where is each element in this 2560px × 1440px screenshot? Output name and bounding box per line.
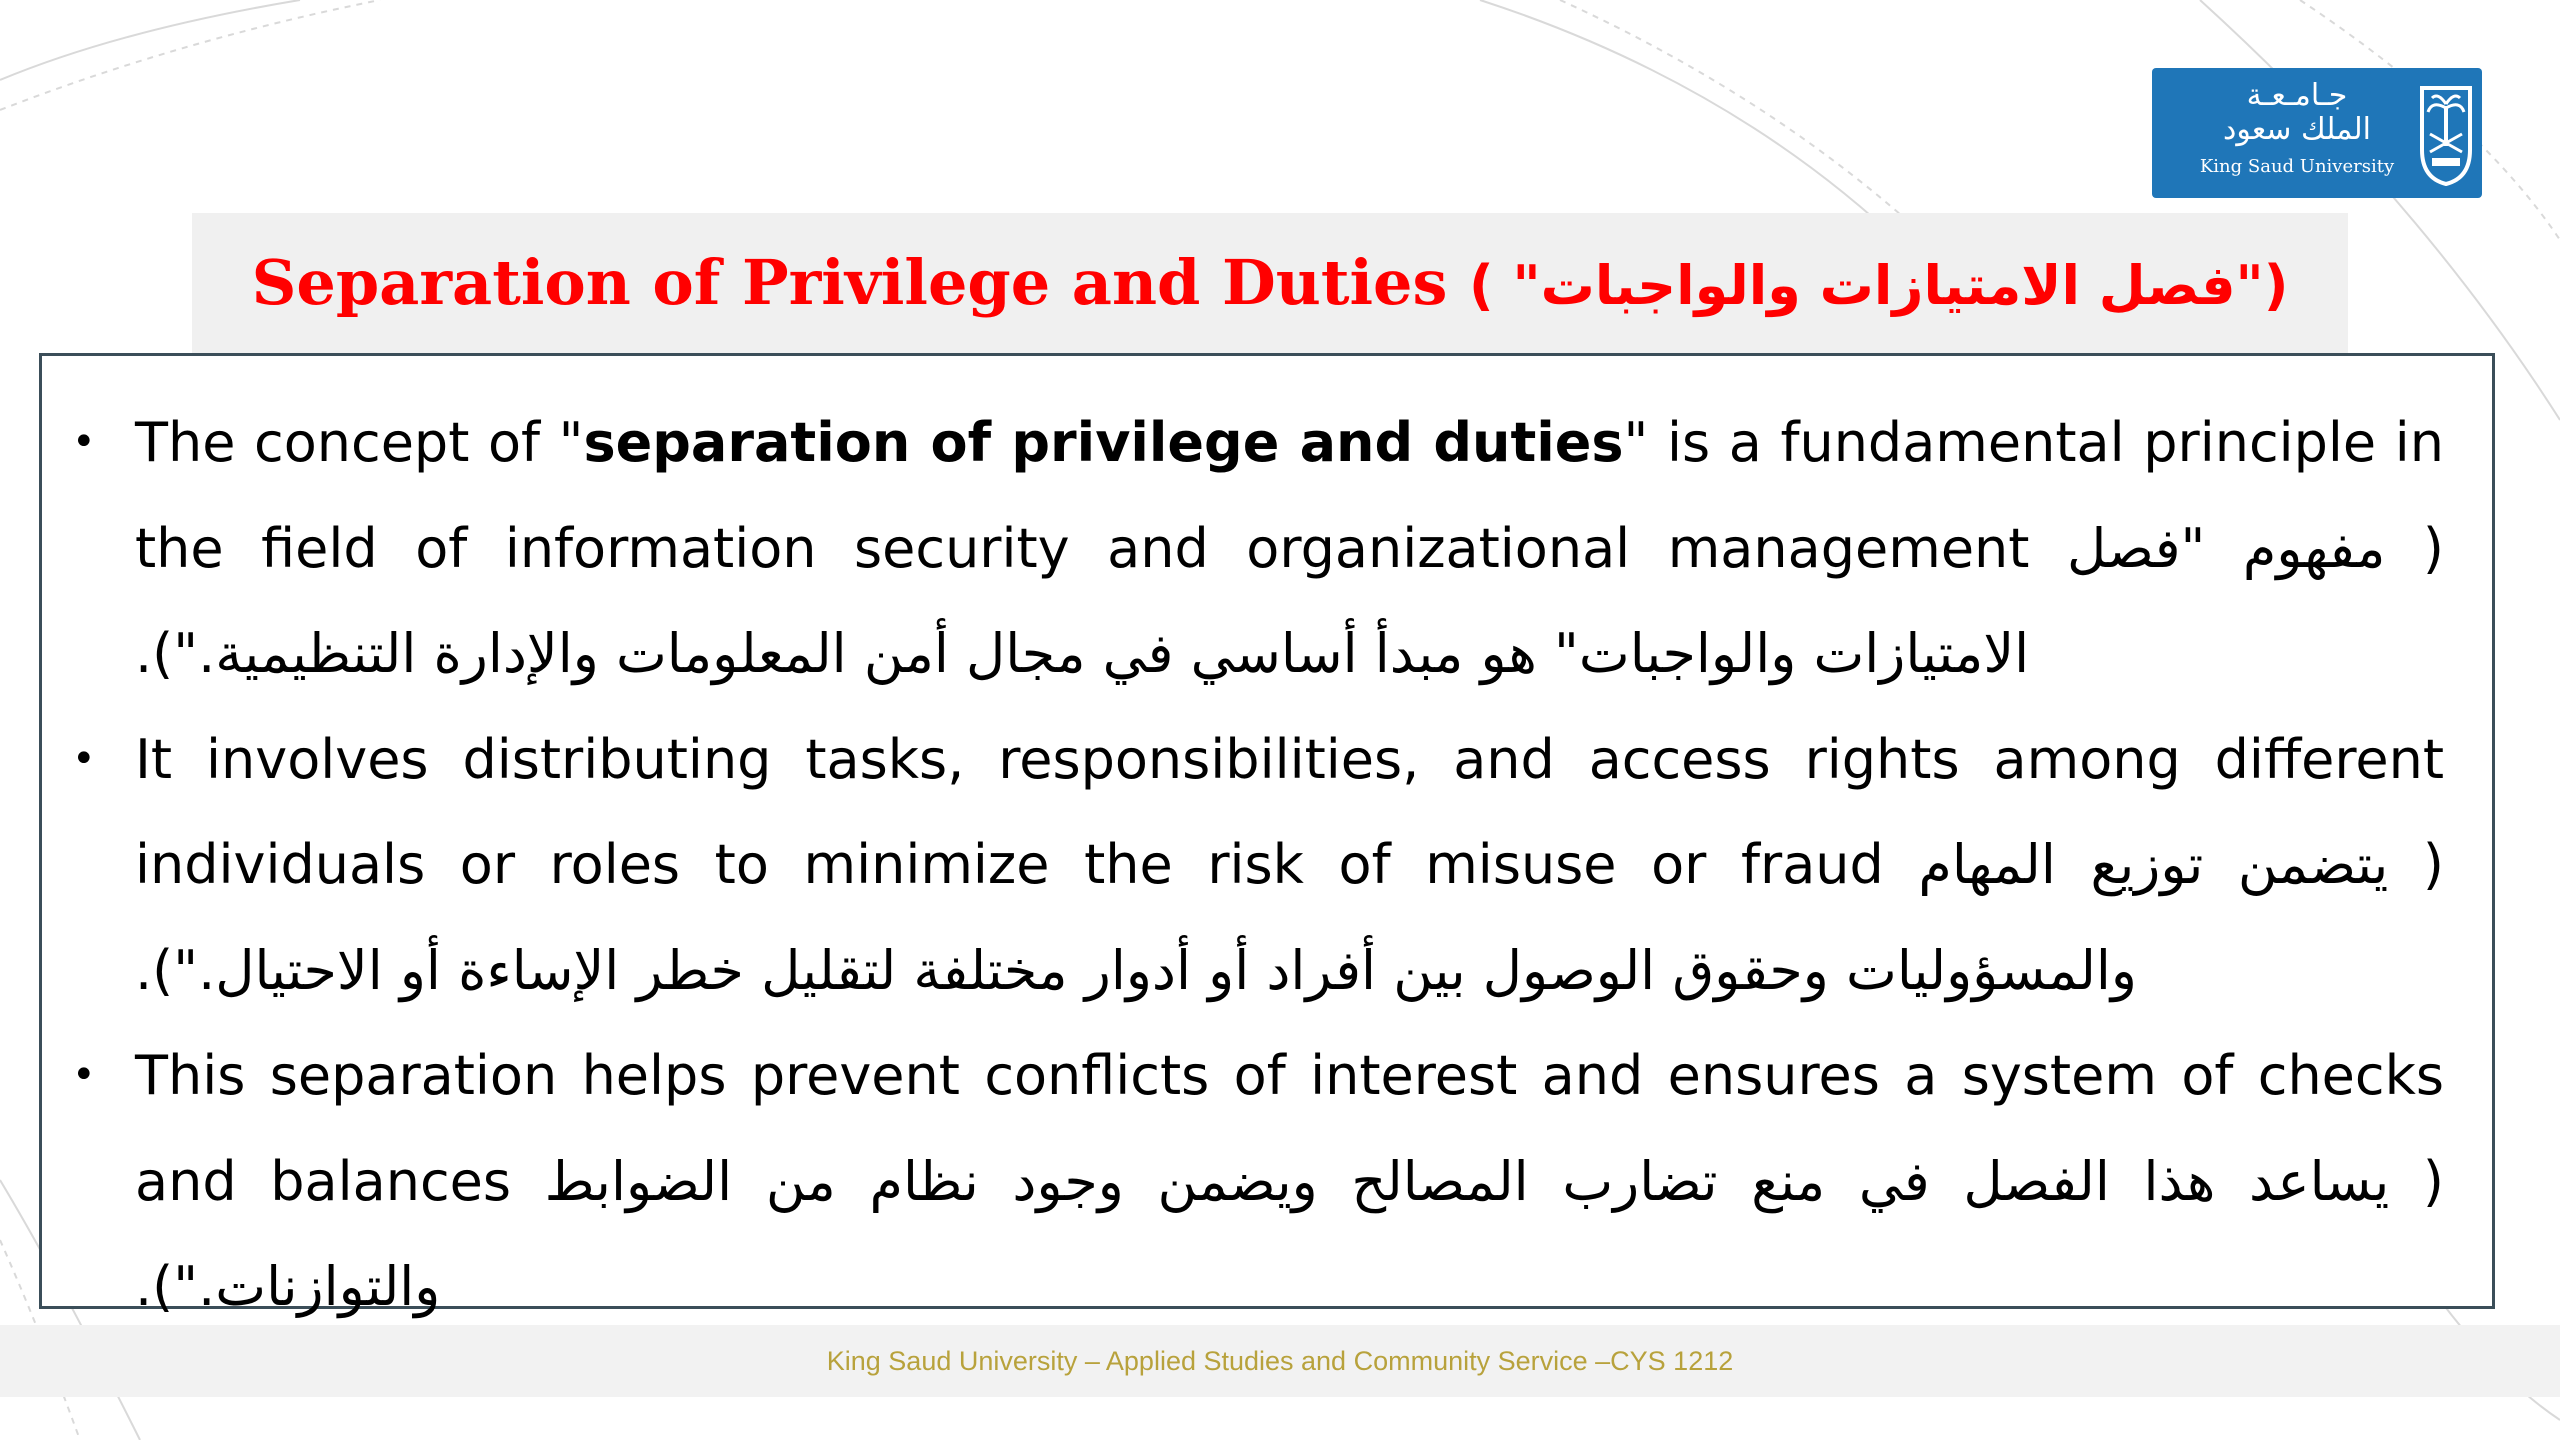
university-logo [2152, 68, 2482, 198]
logo-arabic-university: جـامـعـة [2246, 78, 2348, 113]
bullet-emphasis: separation of privilege and duties [583, 411, 1624, 474]
slide-title [192, 213, 2348, 353]
bullet-item [42, 390, 2492, 707]
logo-arabic-name: الملك سعود [2222, 112, 2372, 147]
palm-swords-shield-icon [2418, 82, 2474, 186]
bullet-glyph: • [72, 419, 96, 465]
bullet-glyph: • [72, 735, 96, 782]
bullet-text: It involves distributing tasks, responsibilities, and access rights among different individuals or roles to minimize the risk of misuse or fraud [135, 727, 2444, 896]
slide-title-arabic: ("فصل الامتيازات والواجبات" ) [1468, 254, 2289, 317]
bullet-item [42, 707, 2492, 1024]
bullet-glyph: • [72, 1052, 96, 1098]
title-band [192, 213, 2348, 353]
bullet-text: The concept of " [135, 411, 584, 474]
footer-text: King Saud University – Applied Studies and Community Service –CYS 1212 [826, 1346, 1734, 1376]
bullet-arabic-translation: ( يتضمن توزيع المهام والمسؤوليات وحقوق الوصول بين أفراد أو أدوار مختلفة لتقليل خطر الإساءة أو الاحتيال."). [135, 833, 2445, 1002]
bullet-text: This separation helps prevent conflicts of interest and ensures a system of checks and balances [135, 1044, 2444, 1213]
bullet-arabic-translation: ( مفهوم "فصل الامتيازات والواجبات" هو مبدأ أساسي في مجال أمن المعلومات والإدارة التنظيمية."). [135, 516, 2444, 685]
content-box [39, 353, 2495, 1318]
bullet-text: " is a fundamental principle in the field of information security and organizational management [135, 411, 2444, 580]
bullet-arabic-translation: ( يساعد هذا الفصل في منع تضارب المصالح ويضمن وجود نظام من الضوابط والتوازنات."). [135, 1149, 2444, 1318]
bullet-item [42, 1023, 2492, 1340]
footer-band [0, 1325, 2560, 1397]
logo-english-name: King Saud University [2199, 156, 2395, 177]
slide-title-english: Separation of Privilege and Duties [251, 246, 1448, 319]
bullet-list [42, 390, 2492, 1340]
